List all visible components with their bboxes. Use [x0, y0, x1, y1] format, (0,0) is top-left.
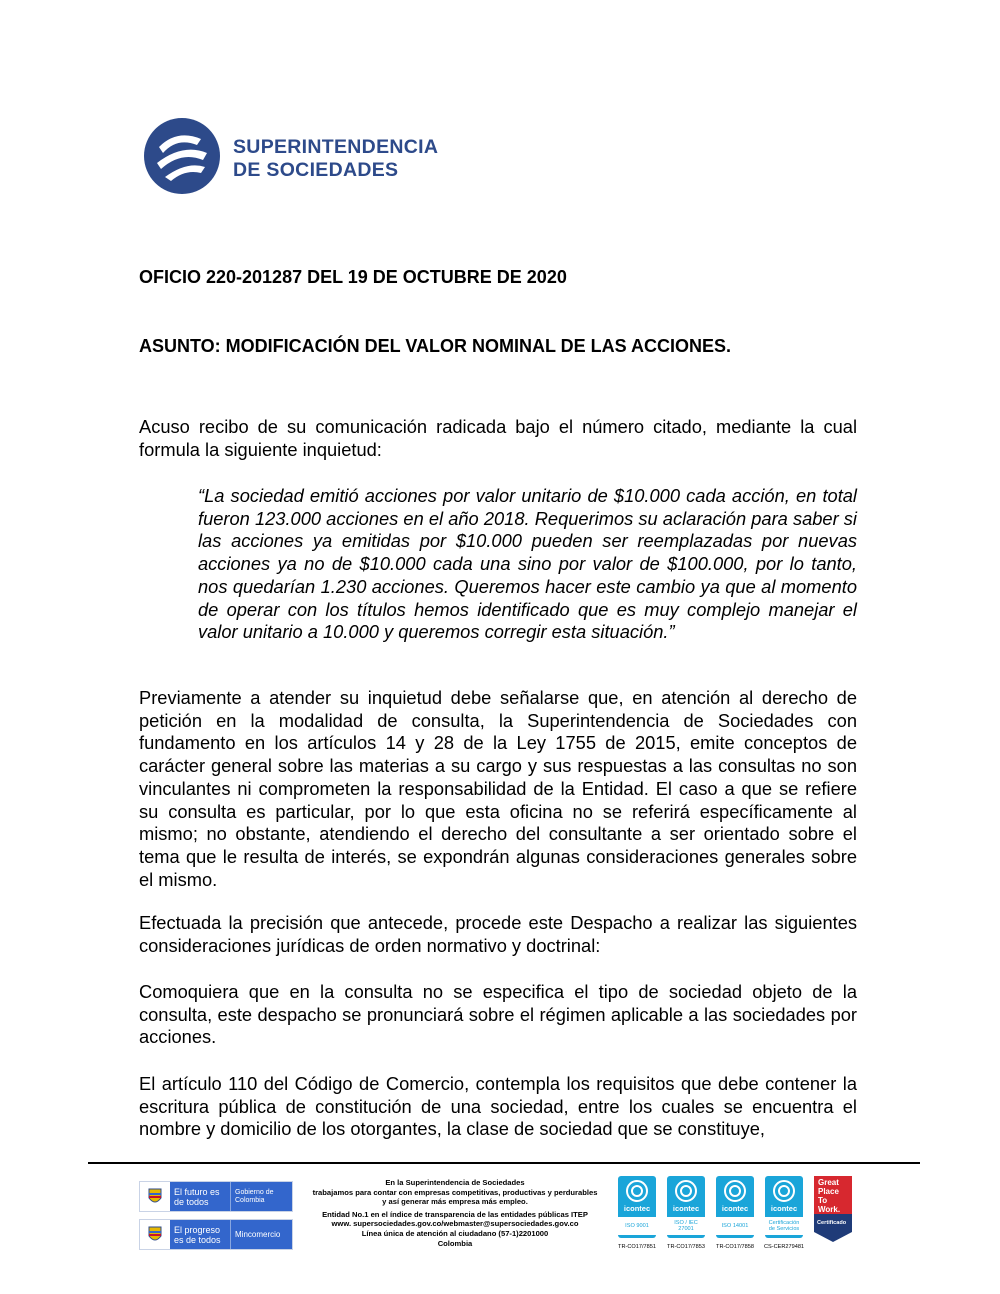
gptw-l4: Work. — [818, 1205, 841, 1214]
paragraph-acuso: Acuso recibo de su comunicación radicada bajo el número citado, mediante la cual formula la siguiente inquietud: — [139, 416, 857, 460]
paragraph-efectuada: Efectuada la precisión que antecede, procede este Despacho a realizar las siguientes consideraciones jurídicas de orden normativo y doctrinal: — [139, 912, 857, 956]
paragraph-previamente: Previamente a atender su inquietud debe señalarse que, en atención al derecho de petición en la modalidad de consulta, la Superintendencia de Sociedades con fundamento en los artículos 14 y 28 de la Ley 1755 de 2015, emite conceptos de carácter general sobre las materias a su cargo y sus respuestas a las consultas no son vinculantes ni comprometen la responsabilidad de la Entidad. El caso a que se refiere su consulta es particular, por lo que esta oficina no se referirá específicamente al mismo; no obstante, atendiendo el derecho del consultante a ser orientado sobre el tema que le resulta de interés, se expondrán algunas consideraciones generales sobre el mismo. — [139, 687, 857, 890]
footer-line-3: y así generar más empresa más empleo. — [382, 1197, 528, 1207]
icontec-icon — [724, 1180, 746, 1202]
gptw-l3: To — [818, 1196, 828, 1205]
footer-line-5: www. supersociedades.gov.co/webmaster@supersociedades.gov.co — [331, 1219, 579, 1229]
cert-code: TR-CO17/7858 — [716, 1244, 754, 1250]
icontec-cert-servicios: icontec Certificación de Servicios — [765, 1176, 803, 1238]
supersociedades-logo — [143, 117, 473, 199]
great-place-to-work-badge — [814, 1176, 852, 1242]
gov-slogan-1: El futuro es de todos — [170, 1182, 230, 1211]
footer-line-4: Entidad No.1 en el índice de transparencia de las entidades públicas ITEP — [322, 1209, 588, 1219]
icontec-cert-iso14001: icontec ISO 14001 — [716, 1176, 754, 1238]
icontec-cert-iso27001: icontec ISO / IEC 27001 — [667, 1176, 705, 1238]
gptw-l1: Great — [818, 1178, 839, 1187]
cert-code: TR-CO17/7851 — [618, 1244, 656, 1250]
colombia-crest-icon — [147, 1225, 163, 1245]
gov-slogan-2: El progreso es de todos — [170, 1220, 230, 1249]
paragraph-articulo-110: El artículo 110 del Código de Comercio, contempla los requisitos que debe contener la escritura pública de constitución de una sociedad, entre los cuales se encuentra el nombre y domicilio de los otorgantes, la clase de sociedad que se constituye, — [139, 1073, 857, 1140]
cert-code: CS-CER279481 — [763, 1244, 805, 1250]
document-reference: OFICIO 220-201287 DEL 19 DE OCTUBRE DE 2020 — [139, 267, 567, 287]
cert-code: TR-CO17/7853 — [667, 1244, 705, 1250]
footer-line-7: Colombia — [437, 1238, 473, 1248]
icontec-icon — [675, 1180, 697, 1202]
paragraph-comoquiera: Comoquiera que en la consulta no se especifica el tipo de sociedad objeto de la consulta, este despacho se pronunciará sobre el régimen aplicable a las sociedades por acciones. — [139, 981, 857, 1048]
icontec-cert-iso9001: icontec ISO 9001 — [618, 1176, 656, 1238]
quoted-inquiry: “La sociedad emitió acciones por valor unitario de $10.000 cada acción, en total fueron 123.000 acciones en el año 2018. Requerimos su aclaración para saber si las acciones ya emitidas por $10.000 pueden ser reemplazadas por nuevas acciones ya no de $10.000 cada una sino por valor de $100.000, por lo tanto, nos quedarían 1.230 acciones. Queremos hacer este cambio ya que al momento de operar con los títulos hemos identificado que es muy complejo manejar el valor unitario a 10.000 y queremos corregir esta situación.” — [198, 485, 857, 643]
footer-line-6: Línea única de atención al ciudadano (57-1)2201000 — [361, 1228, 549, 1238]
gptw-l5: Certificado — [817, 1220, 847, 1226]
footer-line-1: En la Superintendencia de Sociedades — [385, 1178, 525, 1187]
icontec-icon — [773, 1180, 795, 1202]
mincomercio-badge — [139, 1219, 293, 1250]
colombia-crest-icon — [147, 1187, 163, 1207]
footer-divider — [88, 1162, 920, 1164]
footer-line-2: trabajamos para contar con empresas competitivas, productivas y perdurables — [312, 1187, 598, 1197]
gov-entity-2: Mincomercio — [230, 1220, 292, 1249]
icontec-icon — [626, 1180, 648, 1202]
logo-line-2: DE SOCIEDADES — [233, 159, 399, 181]
gptw-l2: Place — [818, 1187, 839, 1196]
logo-line-1: SUPERINTENDENCIA — [233, 136, 439, 158]
document-subject: ASUNTO: MODIFICACIÓN DEL VALOR NOMINAL DE LAS ACCIONES. — [139, 336, 732, 356]
gobierno-badge — [139, 1181, 293, 1212]
gov-entity-1: Gobierno de Colombia — [230, 1182, 292, 1211]
supersociedades-emblem-icon — [143, 117, 221, 195]
footer-contact-text — [298, 1178, 612, 1248]
